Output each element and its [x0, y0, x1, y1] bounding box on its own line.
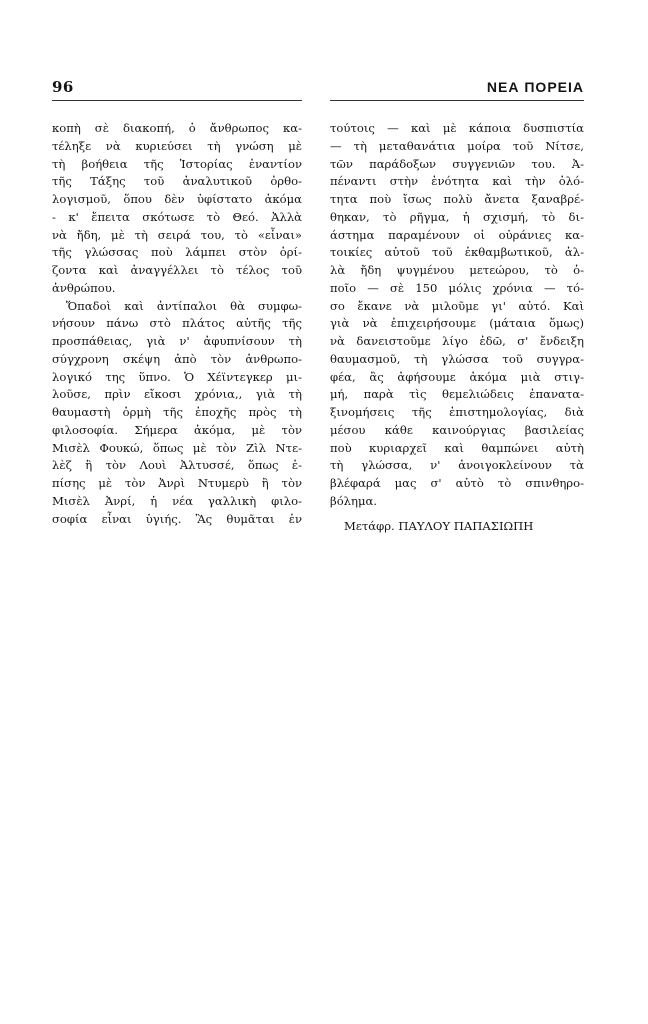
- text-line: σοφία εἶναι ὑγιής. Ἂς θυμᾶται ἐν: [52, 511, 302, 526]
- translator-credit: Μετάφρ. ΠΑΥΛΟΥ ΠΑΠΑΣΙΩΠΗ: [344, 518, 534, 533]
- text-line: λὰ ἤδη ψυγμένου μετεώρου, τὸ ὁ-: [330, 263, 584, 277]
- text-line: κοπὴ σὲ διακοπή, ὁ ἄνθρωπος κα-: [52, 121, 302, 135]
- text-line: Μισὲλ Φουκώ, ὅπως μὲ τὸν Ζὶλ Ντε-: [52, 440, 302, 455]
- text-line: άστημα παραμένουν οἱ οὐράνιες κα-: [330, 227, 584, 242]
- text-line: τῆς γλώσσας ποὺ λάμπει στὸν ὁρί-: [52, 245, 302, 260]
- text-line: μέσου κάθε καινούργιας βασιλείας: [330, 422, 584, 437]
- left-text-column: [52, 120, 302, 528]
- text-line: θαυμαστὴ ὁρμὴ τῆς ἐποχῆς πρὸς τὴ: [52, 405, 302, 419]
- text-line: νήσουν πάνω στὸ πλάτος αὐτῆς τῆς: [52, 316, 302, 331]
- text-line: τοικίες αὐτοῦ τοῦ ἐκθαμβωτικοῦ, ἀλ-: [330, 245, 584, 260]
- text-line: βλέφαρά μας σ' αὐτὸ τὸ σπινθηρο-: [330, 476, 584, 490]
- text-line: νὰ δανειστοῦμε λίγο ἐδῶ, σ' ἔνδειξη: [330, 334, 584, 348]
- text-line: — τὴ μεταθανάτια μοίρα τοῦ Νίτσε,: [330, 138, 584, 153]
- text-line: Μισὲλ Ἀνρί, ἡ νέα γαλλικὴ φιλο-: [52, 493, 302, 508]
- text-line: μή, παρὰ τὶς θεμελιώδεις ἐπανατα-: [330, 387, 584, 402]
- text-line: τέληξε νὰ κυριεύσει τὴ γνώση μὲ: [52, 138, 302, 153]
- right-text-column: [330, 120, 584, 533]
- text-line: πέναντι στὴν ἑνότητα καὶ τὴν ὁλό-: [330, 174, 584, 189]
- text-line: λὲζ ἢ τὸν Λουὶ Ἀλτυσσέ, ὅπως ἐ-: [52, 458, 302, 473]
- text-line: λογικό της ὕπνο. Ὁ Χέϊντεγκερ μι-: [52, 369, 302, 384]
- text-line: σύγχρονη σκέψη ἀπὸ τὸν ἀνθρωπο-: [52, 351, 302, 366]
- text-line: ζοντα καὶ ἀναγγέλλει τὸ τέλος τοῦ: [52, 263, 302, 277]
- text-line: τὴ γλώσσα, ν' ἀνοιγοκλείνουν τὰ: [330, 458, 584, 473]
- text-line: προσπάθειας, γιὰ ν' ἀφυπνίσουν τὴ: [52, 334, 302, 348]
- text-line: λογισμοῦ, ὅπου δὲν ὑφίστατο ἀκόμα: [52, 192, 302, 206]
- header-rule-right: [330, 100, 584, 101]
- text-line: φιλοσοφία. Σήμερα ἀκόμα, μὲ τὸν: [52, 422, 302, 437]
- page-number: 96: [52, 78, 74, 96]
- text-line: τητα ποὺ ἴσως πολὺ ἄνετα ξαναβρέ-: [330, 192, 584, 206]
- header-rule-left: [52, 100, 302, 101]
- text-line: πίσης μὲ τὸν Ἀνρὶ Ντυμερὺ ἢ τὸν: [52, 476, 302, 490]
- text-line: ξινομήσεις τῆς ἐπιστημολογίας, διὰ: [330, 405, 584, 419]
- text-line: ποὺ κυριαρχεῖ καὶ θαμπώνει αὐτὴ: [330, 440, 584, 455]
- text-line: ποῖο — σὲ 150 μόλις χρόνια — τό-: [330, 280, 584, 295]
- text-line: λοῦσε, πρὶν εἴκοσι χρόνια,, γιὰ τὴ: [52, 387, 302, 402]
- text-line: βόλημα.: [330, 493, 378, 508]
- text-line: Ὅπαδοὶ καὶ ἀντίπαλοι θὰ συμφω-: [66, 298, 302, 313]
- text-line: φέα, ἂς ἀφήσουμε ἀκόμα μιὰ στιγ-: [330, 369, 584, 384]
- text-line: θηκαν, τὸ ρῆγμα, ἡ σχισμή, τὸ δι-: [330, 209, 584, 224]
- text-line: τῆς Τάξης τοῦ ἀναλυτικοῦ ὀρθο-: [52, 174, 302, 189]
- text-line: τὴ βοήθεια τῆς Ἱστορίας ἐναντίον: [52, 156, 302, 171]
- text-line: - κ' ἔπειτα σκότωσε τὸ Θεό. Ἀλλὰ: [52, 209, 302, 224]
- text-line: γιὰ νὰ ἐπιχειρήσουμε (μάταια ὅμως): [330, 316, 584, 331]
- text-line: τῶν παράδοξων συγγενιῶν του. Ἀ-: [330, 156, 584, 171]
- text-line: ἀνθρώπου.: [52, 280, 116, 295]
- text-line: τούτοις — καὶ μὲ κάποια δυσπιστία: [330, 121, 584, 135]
- text-line: νὰ ἤδη, μὲ τὴ σειρά του, τὸ «εἶναι»: [52, 227, 302, 242]
- text-line: σο ἔκανε νὰ μιλοῦμε γι' αὐτό. Καὶ: [330, 298, 584, 313]
- text-line: θαυμασμοῦ, τὴ γλώσσα τοῦ συγγρα-: [330, 351, 584, 366]
- journal-running-head: ΝΕΑ ΠΟΡΕΙΑ: [486, 79, 584, 95]
